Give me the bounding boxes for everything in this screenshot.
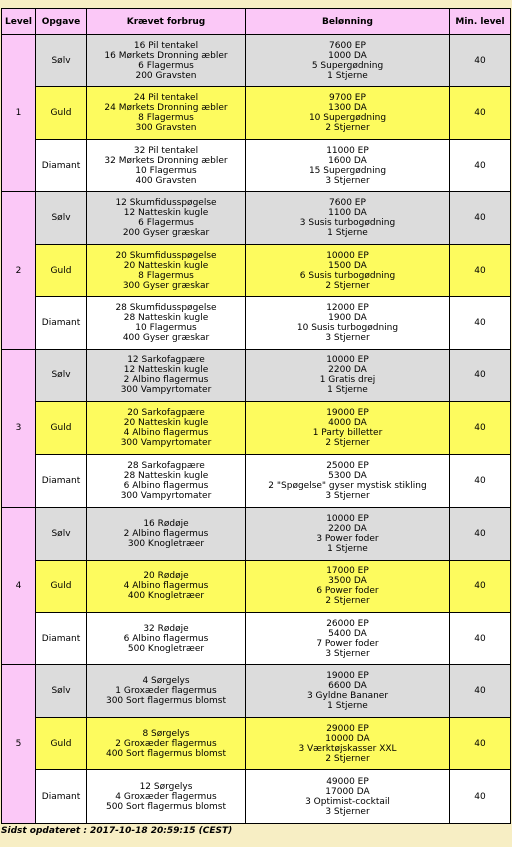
task-cell: Guld <box>36 560 87 612</box>
required-item: 400 Gravsten <box>135 175 197 186</box>
table-row <box>2 508 511 560</box>
required-item: 300 Vampyrtomater <box>120 437 212 448</box>
required-item: 6 Albino flagermus <box>123 480 209 491</box>
required-item: 300 Gyser græskar <box>122 280 210 291</box>
required-item: 500 Knogletræer <box>127 643 205 654</box>
reward-item: 4000 DA <box>328 417 367 428</box>
required-item: 32 Mørkets Dronning æbler <box>104 155 228 166</box>
reward-item: 10000 EP <box>326 250 369 261</box>
required-item: 8 Flagermus <box>138 113 194 124</box>
required-item: 28 Natteskin kugle <box>123 470 209 481</box>
reward-cell <box>246 717 450 769</box>
reward-item: 10 Supergødning <box>308 113 387 124</box>
required-item: 16 Mørkets Dronning æbler <box>104 50 228 61</box>
reward-cell <box>246 349 450 401</box>
table-row <box>2 560 511 612</box>
reward-item: 10000 EP <box>326 513 369 524</box>
required-cell <box>87 665 246 717</box>
min-level-cell: 40 <box>450 402 511 454</box>
reward-item: 25000 EP <box>326 460 369 471</box>
required-item: 28 Sarkofagpære <box>127 460 205 471</box>
required-item: 8 Sørgelys <box>142 728 190 739</box>
required-item: 10 Flagermus <box>135 165 197 176</box>
required-cell <box>87 297 246 349</box>
reward-item: 17000 DA <box>325 786 370 797</box>
reward-item: 3 Værktøjskasser XXL <box>298 743 397 754</box>
min-level-cell: 40 <box>450 454 511 507</box>
quest-table <box>1 8 511 824</box>
reward-item: 3 Optimist-cocktail <box>305 796 390 807</box>
task-cell: Guld <box>36 717 87 769</box>
min-level-cell: 40 <box>450 613 511 665</box>
header-min-level: Min. level <box>450 9 511 35</box>
min-level-cell: 40 <box>450 560 511 612</box>
reward-item: 26000 EP <box>326 618 369 629</box>
required-item: 32 Pil tentakel <box>133 145 199 156</box>
reward-item: 3500 DA <box>328 576 367 587</box>
required-item: 10 Flagermus <box>135 322 197 333</box>
reward-item: 1 Stjerne <box>327 543 368 554</box>
table-row <box>2 613 511 665</box>
table-row <box>2 665 511 717</box>
task-cell: Diamant <box>36 613 87 665</box>
required-cell <box>87 87 246 139</box>
task-cell: Sølv <box>36 665 87 717</box>
reward-item: 19000 EP <box>326 407 369 418</box>
min-level-cell: 40 <box>450 297 511 349</box>
required-item: 24 Mørkets Dronning æbler <box>104 103 228 114</box>
reward-item: 7600 EP <box>329 40 366 51</box>
task-cell: Sølv <box>36 192 87 244</box>
reward-item: 1600 DA <box>328 155 367 166</box>
reward-item: 1900 DA <box>328 312 367 323</box>
required-item: 200 Gyser græskar <box>122 228 210 239</box>
required-item: 300 Knogletræer <box>127 538 205 549</box>
reward-item: 10000 DA <box>325 733 370 744</box>
reward-cell <box>246 244 450 296</box>
reward-cell <box>246 454 450 507</box>
required-item: 12 Skumfidusspøgelse <box>115 198 217 209</box>
task-cell: Diamant <box>36 139 87 191</box>
reward-item: 2 Stjerner <box>325 596 370 607</box>
reward-item: 2 Stjerner <box>325 280 370 291</box>
reward-item: 2 Stjerner <box>325 437 370 448</box>
required-cell <box>87 349 246 401</box>
reward-item: 2 Stjerner <box>325 123 370 134</box>
table-row <box>2 297 511 349</box>
required-cell <box>87 244 246 296</box>
reward-item: 10 Susis turbogødning <box>296 322 399 333</box>
table-row <box>2 139 511 191</box>
reward-cell <box>246 613 450 665</box>
min-level-cell: 40 <box>450 87 511 139</box>
min-level-cell: 40 <box>450 770 511 824</box>
reward-item: 1300 DA <box>328 103 367 114</box>
table-row <box>2 244 511 296</box>
required-item: 1 Groxæder flagermus <box>115 686 217 697</box>
required-item: 12 Natteskin kugle <box>123 208 209 219</box>
reward-item: 5300 DA <box>328 470 367 481</box>
reward-item: 1 Stjerne <box>327 228 368 239</box>
task-cell: Sølv <box>36 35 87 87</box>
task-cell: Sølv <box>36 508 87 560</box>
reward-item: 3 Stjerner <box>325 648 370 659</box>
table-row <box>2 770 511 824</box>
min-level-cell: 40 <box>450 349 511 401</box>
required-item: 24 Pil tentakel <box>133 93 199 104</box>
required-cell <box>87 770 246 824</box>
reward-item: 1500 DA <box>328 260 367 271</box>
task-cell: Diamant <box>36 770 87 824</box>
min-level-cell: 40 <box>450 192 511 244</box>
reward-cell <box>246 87 450 139</box>
reward-item: 49000 EP <box>326 776 369 787</box>
required-item: 12 Natteskin kugle <box>123 365 209 376</box>
reward-item: 10000 EP <box>326 355 369 366</box>
required-item: 400 Knogletræer <box>127 591 205 602</box>
reward-item: 15 Supergødning <box>308 165 387 176</box>
required-item: 300 Gravsten <box>135 123 197 134</box>
min-level-cell: 40 <box>450 717 511 769</box>
required-item: 8 Flagermus <box>138 270 194 281</box>
level-cell: 1 <box>2 35 36 192</box>
required-item: 28 Natteskin kugle <box>123 312 209 323</box>
reward-item: 5400 DA <box>328 628 367 639</box>
reward-item: 2 "Spøgelse" gyser mystisk stikling <box>268 480 427 491</box>
task-cell: Sølv <box>36 349 87 401</box>
reward-item: 1 Party billetter <box>312 427 383 438</box>
level-cell: 4 <box>2 508 36 665</box>
reward-cell <box>246 560 450 612</box>
table-body <box>2 35 511 824</box>
required-item: 6 Flagermus <box>138 218 194 229</box>
level-cell: 5 <box>2 665 36 824</box>
required-item: 400 Gyser græskar <box>122 332 210 343</box>
reward-item: 7 Power foder <box>316 638 379 649</box>
required-cell <box>87 139 246 191</box>
required-cell <box>87 508 246 560</box>
required-item: 4 Albino flagermus <box>123 581 209 592</box>
required-cell <box>87 35 246 87</box>
table-row <box>2 192 511 244</box>
required-item: 20 Sarkofagpære <box>127 407 205 418</box>
required-item: 4 Groxæder flagermus <box>115 791 217 802</box>
required-item: 4 Albino flagermus <box>123 427 209 438</box>
reward-item: 2200 DA <box>328 365 367 376</box>
reward-cell <box>246 508 450 560</box>
table-row <box>2 402 511 454</box>
min-level-cell: 40 <box>450 139 511 191</box>
reward-item: 7600 EP <box>329 198 366 209</box>
header-task: Opgave <box>36 9 87 35</box>
reward-cell <box>246 297 450 349</box>
reward-item: 1 Gratis drej <box>319 375 376 386</box>
reward-item: 2200 DA <box>328 523 367 534</box>
required-item: 12 Sørgelys <box>139 781 193 792</box>
task-cell: Guld <box>36 87 87 139</box>
required-cell <box>87 560 246 612</box>
table-row <box>2 87 511 139</box>
header-reward: Belønning <box>246 9 450 35</box>
reward-item: 6 Power foder <box>316 586 379 597</box>
reward-item: 3 Power foder <box>316 533 379 544</box>
last-updated: Sidst opdateret : 2017-10-18 20:59:15 (CEST) <box>1 826 233 836</box>
required-item: 6 Albino flagermus <box>123 633 209 644</box>
reward-item: 3 Stjerner <box>325 332 370 343</box>
reward-item: 3 Stjerner <box>325 175 370 186</box>
required-item: 500 Sort flagermus blomst <box>105 801 227 812</box>
reward-cell <box>246 35 450 87</box>
reward-cell <box>246 402 450 454</box>
reward-item: 2 Stjerner <box>325 753 370 764</box>
table-row <box>2 717 511 769</box>
reward-cell <box>246 192 450 244</box>
required-cell <box>87 717 246 769</box>
min-level-cell: 40 <box>450 35 511 87</box>
task-cell: Guld <box>36 244 87 296</box>
reward-item: 3 Susis turbogødning <box>299 218 396 229</box>
table-row <box>2 349 511 401</box>
required-item: 20 Natteskin kugle <box>123 260 209 271</box>
reward-item: 1 Stjerne <box>327 70 368 81</box>
min-level-cell: 40 <box>450 244 511 296</box>
level-cell: 2 <box>2 192 36 349</box>
reward-item: 1100 DA <box>328 208 367 219</box>
required-cell <box>87 613 246 665</box>
task-cell: Guld <box>36 402 87 454</box>
required-item: 4 Sørgelys <box>142 676 190 687</box>
required-item: 300 Vampyrtomater <box>120 385 212 396</box>
header-required: Krævet forbrug <box>87 9 246 35</box>
reward-cell <box>246 665 450 717</box>
task-cell: Diamant <box>36 454 87 507</box>
required-item: 12 Sarkofagpære <box>127 355 205 366</box>
required-item: 2 Albino flagermus <box>123 375 209 386</box>
required-item: 28 Skumfidusspøgelse <box>115 302 217 313</box>
reward-cell <box>246 139 450 191</box>
required-item: 300 Vampyrtomater <box>120 490 212 501</box>
reward-item: 1000 DA <box>328 50 367 61</box>
reward-item: 3 Gyldne Bananer <box>306 691 389 702</box>
header-row <box>2 9 511 35</box>
table-row <box>2 454 511 507</box>
required-item: 20 Natteskin kugle <box>123 417 209 428</box>
required-item: 16 Pil tentakel <box>133 40 199 51</box>
reward-item: 9700 EP <box>329 93 366 104</box>
required-item: 2 Albino flagermus <box>123 528 209 539</box>
reward-item: 6 Susis turbogødning <box>299 270 396 281</box>
reward-item: 17000 EP <box>326 566 369 577</box>
reward-item: 1 Stjerne <box>327 701 368 712</box>
required-item: 6 Flagermus <box>138 60 194 71</box>
reward-cell <box>246 770 450 824</box>
reward-item: 29000 EP <box>326 723 369 734</box>
reward-item: 1 Stjerne <box>327 385 368 396</box>
required-item: 400 Sort flagermus blomst <box>105 748 227 759</box>
reward-item: 5 Supergødning <box>311 60 384 71</box>
table-row <box>2 35 511 87</box>
reward-item: 12000 EP <box>326 302 369 313</box>
header-level: Level <box>2 9 36 35</box>
min-level-cell: 40 <box>450 665 511 717</box>
required-item: 32 Rødøje <box>143 623 189 634</box>
required-item: 16 Rødøje <box>143 518 189 529</box>
required-item: 20 Rødøje <box>143 571 189 582</box>
reward-item: 6600 DA <box>328 681 367 692</box>
reward-item: 19000 EP <box>326 671 369 682</box>
reward-item: 3 Stjerner <box>325 490 370 501</box>
required-item: 2 Groxæder flagermus <box>115 738 217 749</box>
required-item: 300 Sort flagermus blomst <box>105 696 227 707</box>
reward-item: 11000 EP <box>326 145 369 156</box>
required-cell <box>87 192 246 244</box>
min-level-cell: 40 <box>450 508 511 560</box>
required-cell <box>87 454 246 507</box>
required-item: 200 Gravsten <box>135 70 197 81</box>
required-item: 20 Skumfidusspøgelse <box>115 250 217 261</box>
task-cell: Diamant <box>36 297 87 349</box>
reward-item: 3 Stjerner <box>325 806 370 817</box>
required-cell <box>87 402 246 454</box>
level-cell: 3 <box>2 349 36 507</box>
